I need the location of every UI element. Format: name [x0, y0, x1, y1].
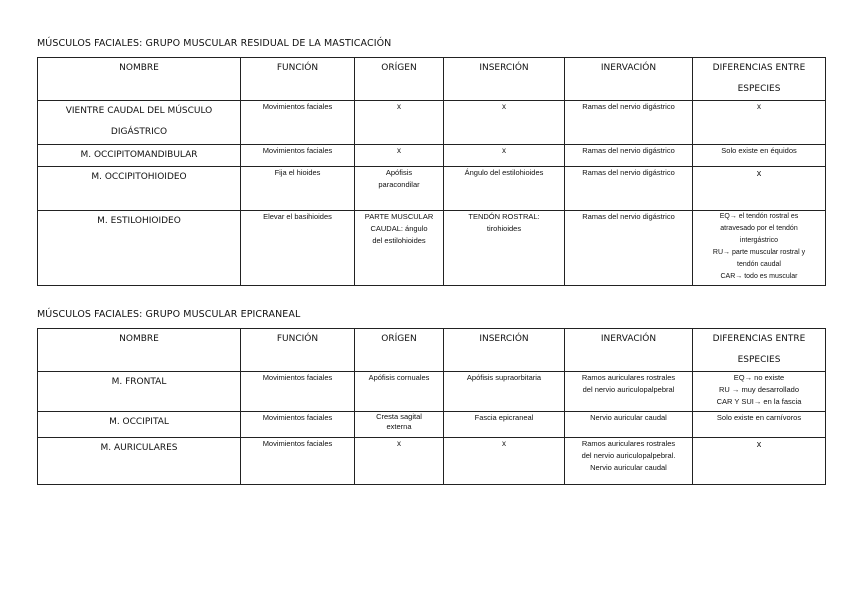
table1-masticacion [37, 57, 826, 286]
cell-insercion: Ángulo del estilohioides [444, 167, 565, 211]
cell-nombre: M. FRONTAL [38, 372, 241, 412]
cell-origen: Apófisis paracondilar [355, 167, 444, 211]
table1-header-row [38, 58, 826, 101]
header-inervacion: INERVACIÓN [565, 329, 693, 372]
cell-diferencias: x [693, 438, 826, 485]
cell-inervacion: Ramos auriculares rostrales del nervio auriculopalpebral [565, 372, 693, 412]
cell-inervacion: Ramas del nervio digástrico [565, 101, 693, 145]
cell-diferencias: x [693, 167, 826, 211]
cell-funcion: Movimientos faciales [241, 372, 355, 412]
cell-inervacion: Ramas del nervio digástrico [565, 145, 693, 167]
cell-nombre: M. OCCIPITAL [38, 412, 241, 438]
cell-funcion: Movimientos faciales [241, 145, 355, 167]
header-insercion: INSERCIÓN [444, 58, 565, 101]
cell-funcion: Movimientos faciales [241, 438, 355, 485]
cell-funcion: Movimientos faciales [241, 101, 355, 145]
cell-insercion: Fascia epicraneal [444, 412, 565, 438]
cell-origen: Cresta sagital externa [355, 412, 444, 438]
table2-header-row [38, 329, 826, 372]
table-row [38, 211, 826, 286]
table-row [38, 101, 826, 145]
table1-title: MÚSCULOS FACIALES: GRUPO MUSCULAR RESIDUAL DE LA MASTICACIÓN [37, 38, 392, 49]
table-row [38, 412, 826, 438]
table2-epicraneal [37, 328, 826, 485]
header-origen: ORÍGEN [355, 58, 444, 101]
cell-inervacion: Ramas del nervio digástrico [565, 167, 693, 211]
cell-origen: x [355, 101, 444, 145]
cell-diferencias: EQ→ el tendón rostral es atravesado por el tendón intergástrico RU→ parte muscular rostral y tendón caudal CAR→ todo es muscular [693, 211, 826, 286]
cell-diferencias: x [693, 101, 826, 145]
cell-funcion: Movimientos faciales [241, 412, 355, 438]
cell-insercion: TENDÓN ROSTRAL: tirohioides [444, 211, 565, 286]
cell-inervacion: Nervio auricular caudal [565, 412, 693, 438]
header-nombre: NOMBRE [38, 329, 241, 372]
header-funcion: FUNCIÓN [241, 329, 355, 372]
table-row [38, 167, 826, 211]
header-funcion: FUNCIÓN [241, 58, 355, 101]
cell-funcion: Elevar el basihioides [241, 211, 355, 286]
cell-diferencias: EQ→ no existe RU → muy desarrollado CAR Y SUI→ en la fascia [693, 372, 826, 412]
header-origen: ORÍGEN [355, 329, 444, 372]
cell-inervacion: Ramos auriculares rostrales del nervio auriculopalpebral. Nervio auricular caudal [565, 438, 693, 485]
cell-diferencias: Solo existe en carnívoros [693, 412, 826, 438]
table-row [38, 438, 826, 485]
header-diferencias: DIFERENCIAS ENTRE ESPECIES [693, 58, 826, 101]
cell-insercion: x [444, 438, 565, 485]
table-row [38, 372, 826, 412]
cell-diferencias: Solo existe en équidos [693, 145, 826, 167]
cell-inervacion: Ramas del nervio digástrico [565, 211, 693, 286]
header-diferencias: DIFERENCIAS ENTRE ESPECIES [693, 329, 826, 372]
cell-origen: x [355, 145, 444, 167]
cell-insercion: x [444, 145, 565, 167]
cell-nombre: M. ESTILOHIOIDEO [38, 211, 241, 286]
cell-origen: Apófisis cornuales [355, 372, 444, 412]
header-inervacion: INERVACIÓN [565, 58, 693, 101]
cell-nombre: VIENTRE CAUDAL DEL MÚSCULO DIGÁSTRICO [38, 101, 241, 145]
cell-insercion: Apófisis supraorbitaria [444, 372, 565, 412]
cell-origen: PARTE MUSCULAR CAUDAL: ángulo del estilohioides [355, 211, 444, 286]
cell-nombre: M. OCCIPITOMANDIBULAR [38, 145, 241, 167]
header-nombre: NOMBRE [38, 58, 241, 101]
table-row [38, 145, 826, 167]
cell-nombre: M. OCCIPITOHIOIDEO [38, 167, 241, 211]
cell-origen: x [355, 438, 444, 485]
cell-insercion: x [444, 101, 565, 145]
cell-funcion: Fija el hioides [241, 167, 355, 211]
cell-nombre: M. AURICULARES [38, 438, 241, 485]
table2-title: MÚSCULOS FACIALES: GRUPO MUSCULAR EPICRANEAL [37, 309, 301, 320]
header-insercion: INSERCIÓN [444, 329, 565, 372]
